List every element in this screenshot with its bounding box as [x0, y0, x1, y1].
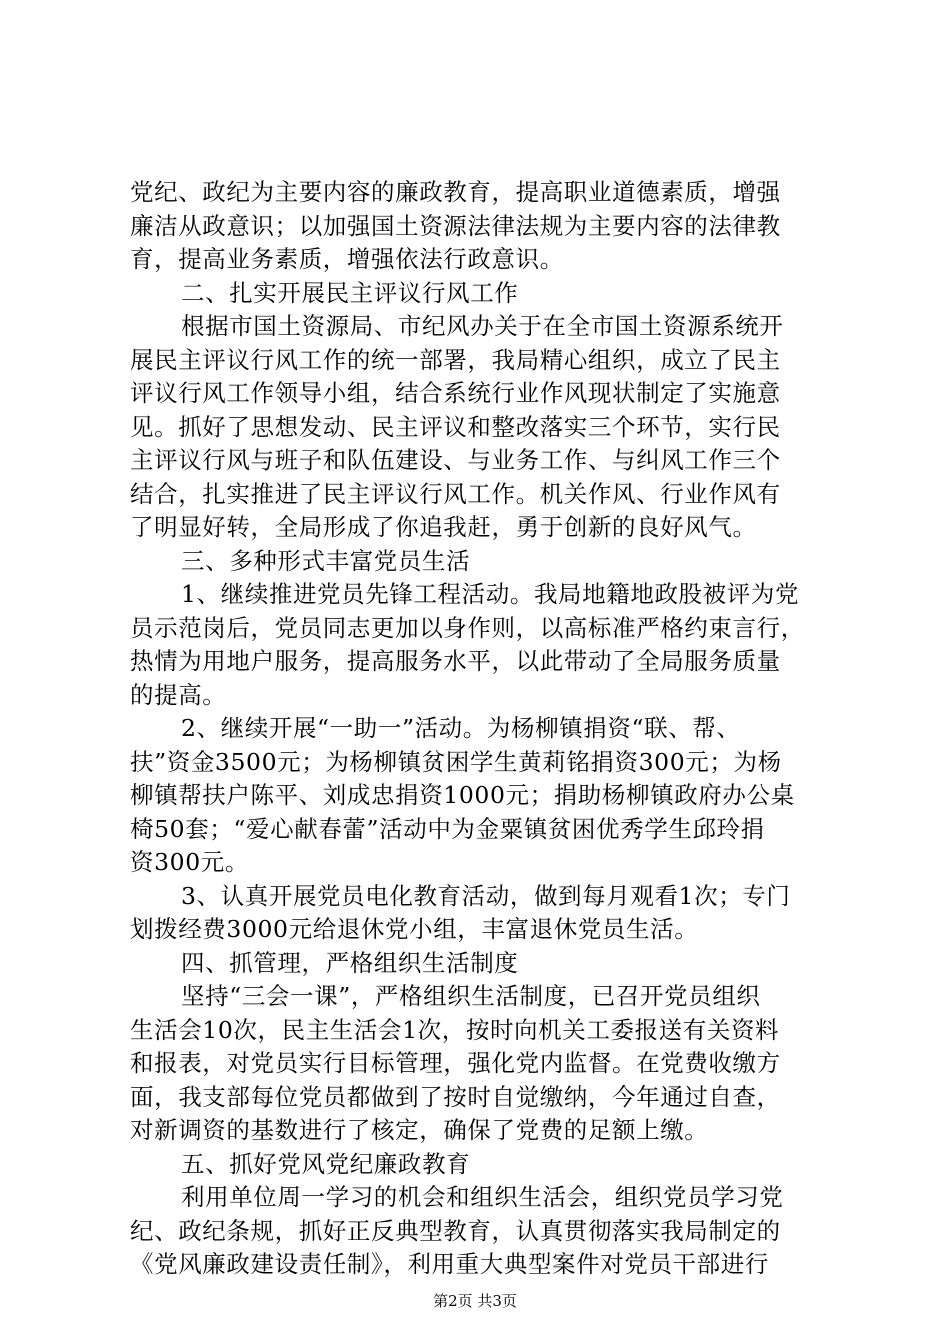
- text-line: 生活会10次，民主生活会1次，按时向机关工委报送有关资料: [130, 1015, 780, 1044]
- text-line: 二、扎实开展民主评议行风工作: [181, 278, 519, 307]
- text-line: 柳镇帮扶户陈平、刘成忠捐资1000元；捐助杨柳镇政府办公桌: [130, 781, 795, 809]
- text-line: 四、抓管理，严格组织生活制度: [181, 948, 519, 977]
- text-line: 面，我支部每位党员都做到了按时自觉缴纳，今年通过自查，: [130, 1082, 781, 1111]
- text-line: 见。抓好了思想发动、民主评议和整改落实三个环节，实行民: [130, 412, 781, 441]
- text-line: 的提高。: [130, 680, 227, 709]
- text-line: 利用单位周一学习的机会和组织生活会，组织党员学习党: [181, 1183, 784, 1211]
- text-line: 评议行风工作领导小组，结合系统行业作风现状制定了实施意: [130, 379, 781, 407]
- text-line: 资300元。: [130, 848, 249, 876]
- text-line: 三、多种形式丰富党员生活: [181, 546, 471, 575]
- text-line: 对新调资的基数进行了核定，确保了党费的足额上缴。: [130, 1116, 709, 1144]
- text-line: 五、抓好党风党纪廉政教育: [181, 1149, 471, 1178]
- text-line: 划拨经费3000元给退休党小组，丰富退休党员生活。: [130, 915, 699, 943]
- text-line: 员示范岗后，党员同志更加以身作则，以高标准严格约束言行，: [130, 613, 805, 642]
- text-line: 纪、政纪条规，抓好正反典型教育，认真贯彻落实我局制定的: [130, 1216, 781, 1245]
- text-line: 根据市国土资源局、市纪风办关于在全市国土资源系统开: [181, 312, 784, 340]
- text-line: 和报表，对党员实行目标管理，强化党内监督。在党费收缴方: [130, 1049, 781, 1077]
- text-line: 扶”资金3500元；为杨柳镇贫困学生黄莉铭捐资300元；为杨: [130, 747, 782, 776]
- page-footer: 第2页 共3页: [433, 1292, 517, 1310]
- text-line: 椅50套；“爱心献春蕾”活动中为金粟镇贫困优秀学生邱玲捐: [130, 814, 765, 843]
- text-line: 廉洁从政意识；以加强国土资源法律法规为主要内容的法律教: [130, 211, 781, 240]
- text-line: 展民主评议行风工作的统一部署，我局精心组织，成立了民主: [130, 345, 781, 374]
- text-line: 党纪、政纪为主要内容的廉政教育，提高职业道德素质，增强: [130, 178, 781, 206]
- text-line: 结合，扎实推进了民主评议行风工作。机关作风、行业作风有: [130, 479, 781, 508]
- text-line: 《党风廉政建设责任制》，利用重大典型案件对党员干部进行: [130, 1250, 769, 1278]
- text-line: 1、继续推进党员先锋工程活动。我局地籍地政股被评为党: [181, 580, 800, 608]
- text-line: 热情为用地户服务，提高服务水平，以此带动了全局服务质量: [130, 647, 781, 675]
- text-line: 3、认真开展党员电化教育活动，做到每月观看1次；专门: [181, 881, 791, 910]
- text-line: 2、继续开展“一助一”活动。为杨柳镇捐资“联、帮、: [181, 714, 741, 742]
- text-line: 了明显好转，全局形成了你追我赶，勇于创新的良好风气。: [130, 513, 757, 541]
- text-line: 坚持“三会一课”，严格组织生活制度，已召开党员组织: [181, 982, 761, 1010]
- text-line: 主评议行风与班子和队伍建设、与业务工作、与纠风工作三个: [130, 446, 781, 474]
- document-body: [130, 176, 830, 1282]
- text-line: 育，提高业务素质，增强依法行政意识。: [130, 245, 564, 273]
